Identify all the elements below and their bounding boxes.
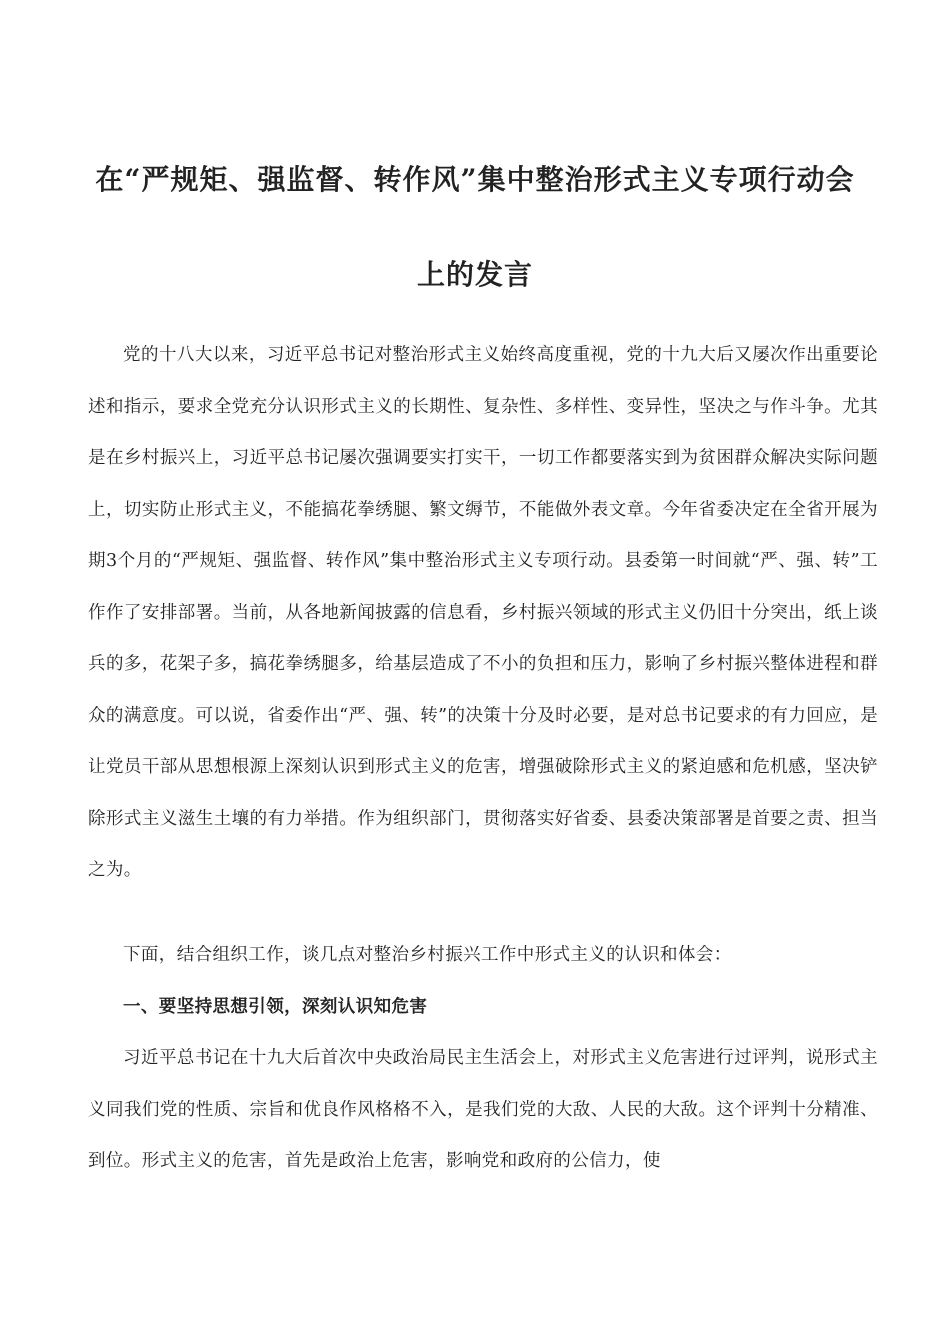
- document-title-line-1: 在“严规矩、强监督、转作风”集中整治形式主义专项行动会: [95, 163, 855, 196]
- paragraph-intro: 党的十八大以来，习近平总书记对整治形式主义始终高度重视，党的十九大后又屡次作出重要论述和指示，要求全党充分认识形式主义的长期性、复杂性、多样性、变异性，坚决之与作斗争。尤其是在乡村振兴上，习近平总书记屡次强调要实打实干，一切工作都要落实到为贫困群众解决实际问题上，切实防止形式主义，不能搞花拳绣腿、繁文缛节，不能做外表文章。今年省委决定在全省开展为期3个月的“严规矩、强监督、转作风”集中整治形式主义专项行动。县委第一时间就“严、强、转”工作作了安排部署。当前，从各地新闻披露的信息看，乡村振兴领域的形式主义仍旧十分突出，纸上谈兵的多，花架子多，搞花拳绣腿多，给基层造成了不小的负担和压力，影响了乡村振兴整体进程和群众的满意度。可以说，省委作出“严、强、转”的决策十分及时必要，是对总书记要求的有力回应，是让党员干部从思想根源上深刻认识到形式主义的危害，增强破除形式主义的紧迫感和危机感，坚决铲除形式主义滋生土壤的有力举措。作为组织部门，贯彻落实好省委、县委决策部署是首要之责、担当之为。: [88, 345, 878, 880]
- document-title-line-2: 上的发言: [416, 258, 533, 291]
- paragraph-transition: 下面，结合组织工作，谈几点对整治乡村振兴工作中形式主义的认识和体会：: [123, 945, 732, 965]
- paragraph-section-1: 习近平总书记在十九大后首次中央政治局民主生活会上，对形式主义危害进行过评判，说形式主义同我们党的性质、宗旨和优良作风格格不入，是我们党的大敌、人民的大敌。这个评判十分精准、到位。形式主义的危害，首先是政治上危害，影响党和政府的公信力，使: [88, 1048, 878, 1171]
- body-section-main: [88, 930, 878, 1188]
- body-section-intro: [88, 330, 878, 897]
- section-heading-1: 一、要坚持思想引领，深刻认识知危害: [123, 996, 428, 1017]
